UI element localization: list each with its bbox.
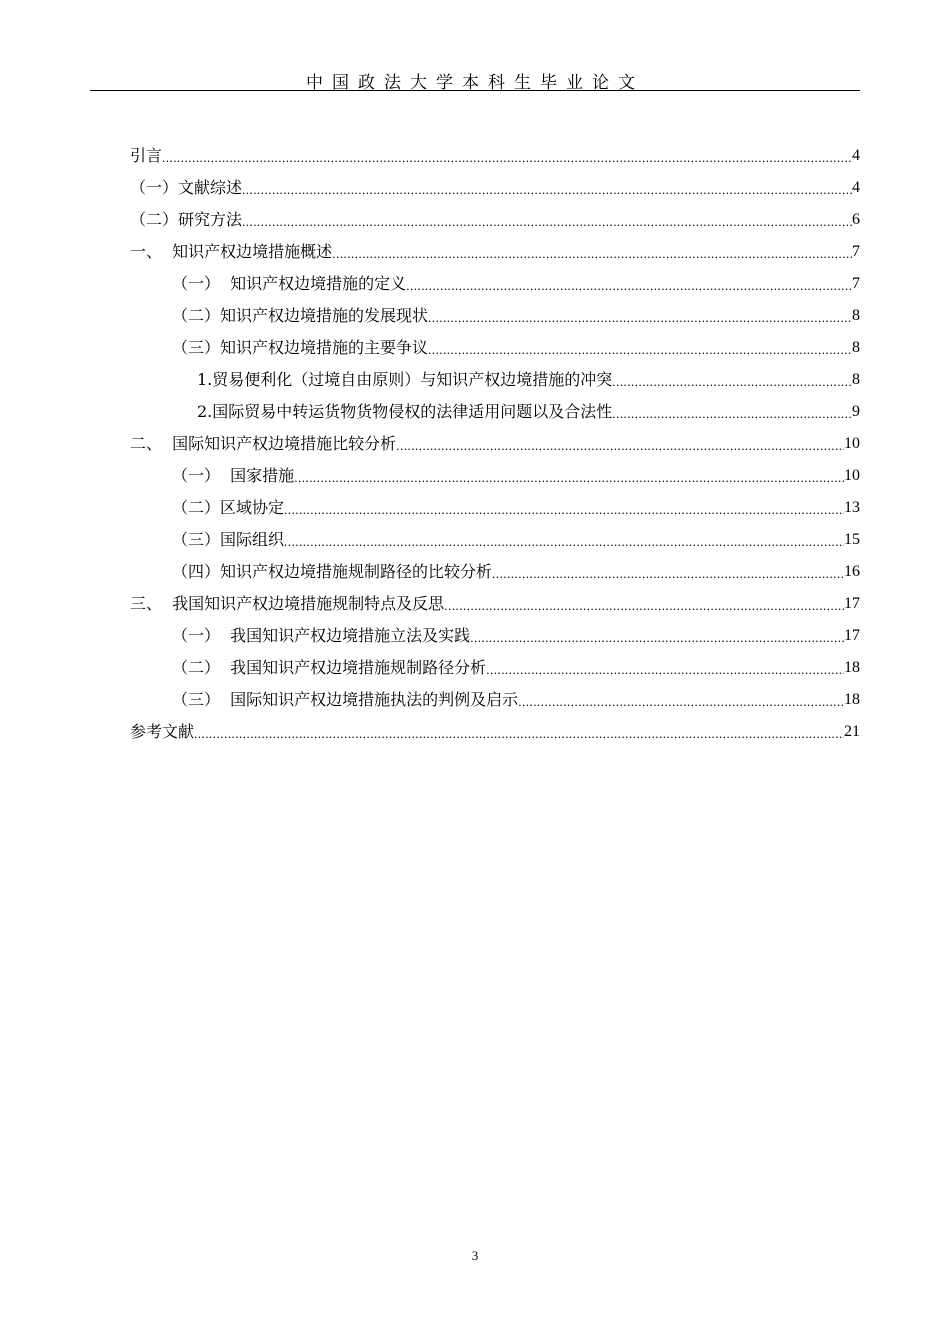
toc-entry-title: （一） 知识产权边境措施的定义 (172, 274, 407, 293)
toc-entry-title: 引言 (130, 146, 163, 165)
toc-leader-dots (470, 624, 844, 652)
toc-entry-title: （四）知识产权边境措施规制路径的比较分析 (172, 562, 493, 581)
toc-entry-page: 18 (844, 691, 860, 708)
toc-entry[interactable] (130, 300, 860, 332)
toc-entry[interactable] (130, 492, 860, 524)
toc-entry[interactable] (130, 716, 860, 748)
toc-entry[interactable] (130, 428, 860, 460)
toc-entry-page: 9 (852, 403, 860, 420)
toc-entry-title: （二）区域协定 (172, 498, 285, 517)
toc-entry-page: 8 (852, 307, 860, 324)
toc-entry-title: 2.国际贸易中转运货物货物侵权的法律适用问题以及合法性 (197, 402, 613, 421)
toc-entry[interactable] (130, 140, 860, 172)
toc-entry-title: （三）知识产权边境措施的主要争议 (172, 338, 429, 357)
toc-leader-dots (518, 688, 844, 716)
toc-leader-dots (162, 144, 852, 172)
toc-leader-dots (332, 240, 852, 268)
toc-entry-title: （二）知识产权边境措施的发展现状 (172, 306, 429, 325)
toc-entry[interactable] (130, 332, 860, 364)
toc-entry-page: 7 (852, 243, 860, 260)
toc-entry-title: 参考文献 (130, 722, 195, 741)
toc-entry-page: 18 (844, 659, 860, 676)
toc-entry-page: 8 (852, 339, 860, 356)
toc-entry-title: （一） 我国知识产权边境措施立法及实践 (172, 626, 471, 645)
toc-entry[interactable] (130, 236, 860, 268)
toc-leader-dots (492, 560, 844, 588)
toc-leader-dots (242, 208, 852, 236)
toc-entry-page: 15 (844, 531, 860, 548)
toc-entry-title: （一）文献综述 (130, 178, 243, 197)
toc-entry-page: 21 (844, 723, 860, 740)
toc-entry[interactable] (130, 204, 860, 236)
toc-entry[interactable] (130, 396, 860, 428)
toc-entry[interactable] (130, 364, 860, 396)
toc-leader-dots (284, 528, 844, 556)
toc-entry-page: 10 (844, 435, 860, 452)
header-rule (90, 90, 860, 91)
toc-leader-dots (612, 368, 852, 396)
toc-entry-title: 三、 我国知识产权边境措施规制特点及反思 (130, 594, 445, 613)
toc-entry[interactable] (130, 524, 860, 556)
toc-entry[interactable] (130, 652, 860, 684)
toc-leader-dots (406, 272, 852, 300)
toc-entry[interactable] (130, 268, 860, 300)
toc-entry-title: （三）国际组织 (172, 530, 285, 549)
toc-entry-page: 7 (852, 275, 860, 292)
toc-entry-page: 6 (852, 211, 860, 228)
toc-entry-page: 17 (844, 595, 860, 612)
toc-entry[interactable] (130, 684, 860, 716)
toc-entry-page: 13 (844, 499, 860, 516)
toc-leader-dots (294, 464, 844, 492)
toc-entry-title: （二）研究方法 (130, 210, 243, 229)
toc-entry-page: 10 (844, 467, 860, 484)
toc-entry[interactable] (130, 172, 860, 204)
toc-entry-page: 16 (844, 563, 860, 580)
toc-leader-dots (428, 304, 852, 332)
toc-leader-dots (284, 496, 844, 524)
toc-entry-title: 1.贸易便利化（过境自由原则）与知识产权边境措施的冲突 (197, 370, 613, 389)
toc-entry-title: （三） 国际知识产权边境措施执法的判例及启示 (172, 690, 519, 709)
toc-entry[interactable] (130, 460, 860, 492)
toc-entry-title: 二、 国际知识产权边境措施比较分析 (130, 434, 397, 453)
toc-entry-title: （二） 我国知识产权边境措施规制路径分析 (172, 658, 487, 677)
toc-entry-page: 17 (844, 627, 860, 644)
toc-leader-dots (428, 336, 852, 364)
toc-leader-dots (444, 592, 844, 620)
page-number: 3 (471, 1248, 479, 1263)
toc-entry[interactable] (130, 620, 860, 652)
toc-entry-title: （一） 国家措施 (172, 466, 295, 485)
toc-leader-dots (486, 656, 844, 684)
toc-entry-title: 一、 知识产权边境措施概述 (130, 242, 333, 261)
table-of-contents (130, 140, 860, 748)
toc-leader-dots (194, 720, 844, 748)
running-header: 中国政法大学本科生毕业论文 (306, 73, 644, 93)
toc-entry-page: 4 (852, 147, 860, 164)
toc-entry-page: 4 (852, 179, 860, 196)
toc-leader-dots (612, 400, 852, 428)
toc-entry[interactable] (130, 556, 860, 588)
toc-entry-page: 8 (852, 371, 860, 388)
toc-leader-dots (242, 176, 852, 204)
toc-entry[interactable] (130, 588, 860, 620)
toc-leader-dots (396, 432, 844, 460)
